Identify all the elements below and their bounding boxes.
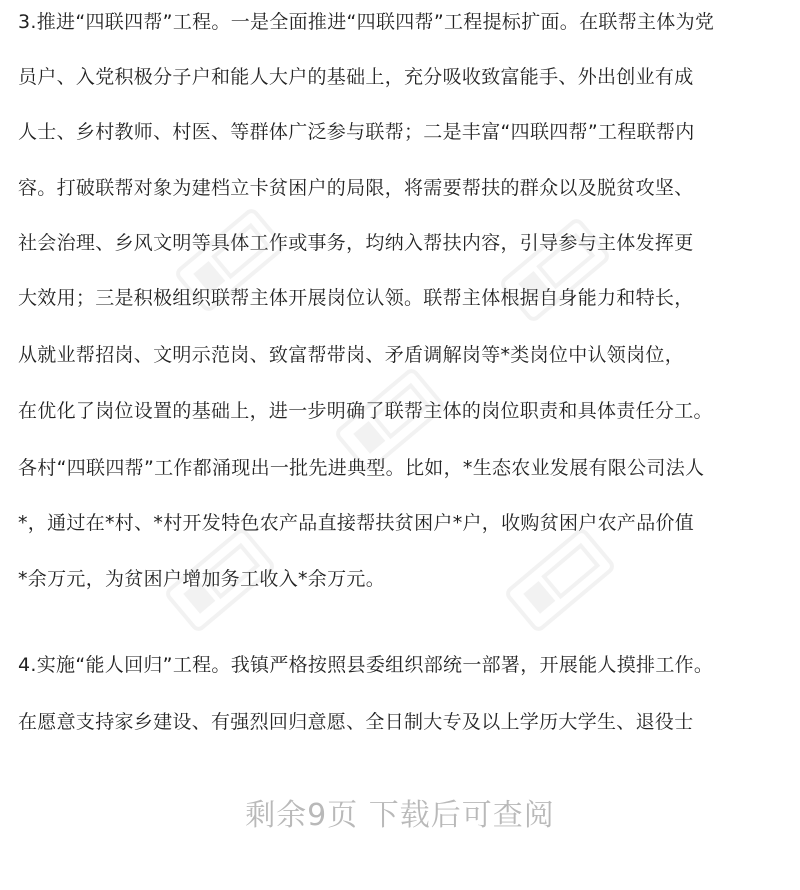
paragraph-3-line: 容。打破联帮对象为建档立卡贫困户的局限，将需要帮扶的群众以及脱贫攻坚、 xyxy=(18,177,694,199)
paragraph-4-line: 4.实施“能人回归”工程。我镇严格按照县委组织部统一部署，开展能人摸排工作。 xyxy=(18,654,714,676)
paragraph-3-line: 大效用；三是积极组织联帮主体开展岗位认领。联帮主体根据自身能力和特长， xyxy=(18,287,694,309)
watermark-logo xyxy=(490,208,619,332)
remaining-pages-notice[interactable]: 剩余9页 下载后可查阅 xyxy=(245,798,555,833)
paragraph-4-line: 在愿意支持家乡建设、有强烈回归意愿、全日制大专及以上学历大学生、退役士 xyxy=(18,711,694,733)
paragraph-3-line: 社会治理、乡风文明等具体工作或事务，均纳入帮扶内容，引导参与主体发挥更 xyxy=(18,232,694,254)
paragraph-3-line: 3.推进“四联四帮”工程。一是全面推进“四联四帮”工程提标扩面。在联帮主体为党 xyxy=(18,11,715,33)
paragraph-3-line: 员户、入党积极分子户和能人大户的基础上，充分吸收致富能手、外出创业有成 xyxy=(18,66,694,88)
watermark-logo xyxy=(495,518,624,642)
watermark-logo xyxy=(155,518,284,642)
paragraph-3-line: 在优化了岗位设置的基础上，进一步明确了联帮主体的岗位职责和具体责任分工。 xyxy=(18,400,713,422)
paragraph-3-line: 从就业帮招岗、文明示范岗、致富帮带岗、矛盾调解岗等*类岗位中认领岗位， xyxy=(18,344,685,366)
paragraph-3-line: 各村“四联四帮”工作都涌现出一批先进典型。比如，*生态农业发展有限公司法人 xyxy=(18,457,705,479)
paragraph-3-line: *余万元，为贫困户增加务工收入*余万元。 xyxy=(18,568,386,590)
paragraph-3-line: *，通过在*村、*村开发特色农产品直接帮扶贫困户*户，收购贫困户农产品价值 xyxy=(18,512,695,534)
paragraph-3-line: 人士、乡村教师、村医、等群体广泛参与联帮；二是丰富“四联四帮”工程联帮内 xyxy=(18,121,695,143)
